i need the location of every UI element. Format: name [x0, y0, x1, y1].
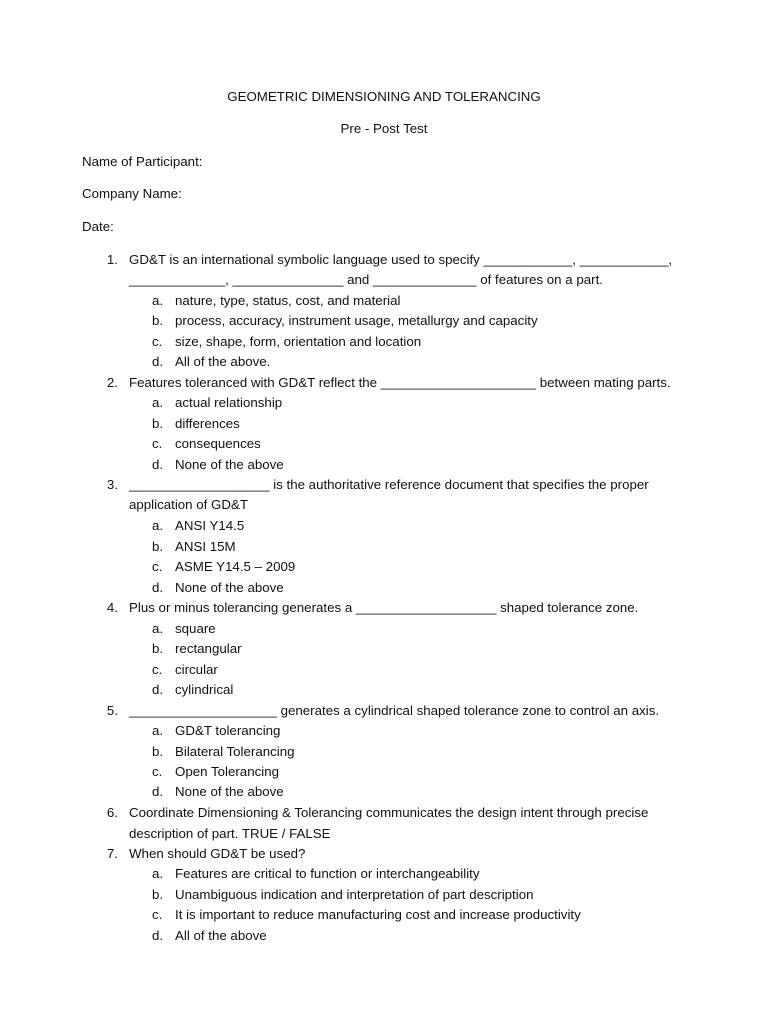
question-text: Features toleranced with GD&T reflect the _____________________ between mating parts.	[129, 375, 671, 390]
option-text: circular	[175, 662, 218, 677]
option-text: consequences	[175, 436, 261, 451]
option-letter: a.	[152, 866, 164, 881]
option-text: cylindrical	[175, 682, 234, 697]
option-text: process, accuracy, instrument usage, metallurgy and capacity	[175, 313, 538, 328]
option-text: It is important to reduce manufacturing cost and increase productivity	[175, 907, 581, 922]
question-text: When should GD&T be used?	[129, 846, 306, 861]
option-text: Features are critical to function or interchangeability	[175, 866, 480, 881]
option-text: ANSI Y14.5	[175, 518, 245, 533]
option-text: differences	[175, 416, 240, 431]
option-letter: a.	[152, 621, 164, 636]
option-text: GD&T tolerancing	[175, 723, 281, 738]
company-name-label: Company Name:	[82, 186, 182, 201]
option-letter: b.	[152, 313, 164, 328]
question-text: ___________________ is the authoritative reference document that specifies the proper	[129, 477, 649, 492]
option-letter: a.	[152, 518, 164, 533]
option-letter: d.	[152, 580, 164, 595]
option-text: square	[175, 621, 216, 636]
option-text: rectangular	[175, 641, 242, 656]
option-text: size, shape, form, orientation and location	[175, 334, 422, 349]
question-number: 3.	[106, 477, 118, 492]
option-letter: d.	[152, 354, 164, 369]
option-text: nature, type, status, cost, and material	[175, 293, 401, 308]
option-text: Unambiguous indication and interpretation of part description	[175, 887, 534, 902]
question-number: 1.	[106, 252, 118, 267]
option-letter: c.	[152, 559, 163, 574]
option-letter: d.	[152, 457, 164, 472]
option-text: All of the above.	[175, 354, 271, 369]
question-number: 6.	[106, 805, 118, 820]
document-title: GEOMETRIC DIMENSIONING AND TOLERANCING	[227, 89, 541, 104]
option-letter: a.	[152, 293, 164, 308]
option-text: ASME Y14.5 – 2009	[175, 559, 296, 574]
question-text: _____________, _______________ and ______________ of features on a part.	[129, 272, 603, 287]
option-letter: a.	[152, 723, 164, 738]
option-letter: c.	[152, 662, 163, 677]
participant-name-label: Name of Participant:	[82, 154, 203, 169]
option-text: Bilateral Tolerancing	[175, 744, 295, 759]
option-letter: c.	[152, 907, 163, 922]
option-text: Open Tolerancing	[175, 764, 279, 779]
option-text: None of the above	[175, 457, 284, 472]
option-letter: b.	[152, 887, 164, 902]
option-text: None of the above	[175, 784, 284, 799]
option-text: ANSI 15M	[175, 539, 236, 554]
option-letter: d.	[152, 784, 164, 799]
option-letter: b.	[152, 416, 164, 431]
question-number: 2.	[106, 375, 118, 390]
question-text: Plus or minus tolerancing generates a ___________________ shaped tolerance zone.	[129, 600, 639, 615]
question-number: 4.	[106, 600, 118, 615]
question-number: 7.	[106, 846, 118, 861]
question-number: 5.	[106, 703, 118, 718]
document-subtitle: Pre - Post Test	[340, 121, 428, 136]
option-letter: b.	[152, 744, 164, 759]
option-letter: d.	[152, 682, 164, 697]
option-text: All of the above	[175, 928, 267, 943]
option-text: actual relationship	[175, 395, 283, 410]
question-text: GD&T is an international symbolic language used to specify ____________, ____________,	[129, 252, 673, 267]
option-letter: b.	[152, 641, 164, 656]
option-text: None of the above	[175, 580, 284, 595]
question-text: Coordinate Dimensioning & Tolerancing communicates the design intent through precise	[129, 805, 649, 820]
option-letter: a.	[152, 395, 164, 410]
option-letter: c.	[152, 436, 163, 451]
date-label: Date:	[82, 219, 114, 234]
option-letter: b.	[152, 539, 164, 554]
question-text: description of part. TRUE / FALSE	[129, 826, 331, 841]
option-letter: d.	[152, 928, 164, 943]
question-text: application of GD&T	[129, 497, 248, 512]
option-letter: c.	[152, 764, 163, 779]
question-text: ____________________ generates a cylindrical shaped tolerance zone to control an axis.	[129, 703, 660, 718]
option-letter: c.	[152, 334, 163, 349]
